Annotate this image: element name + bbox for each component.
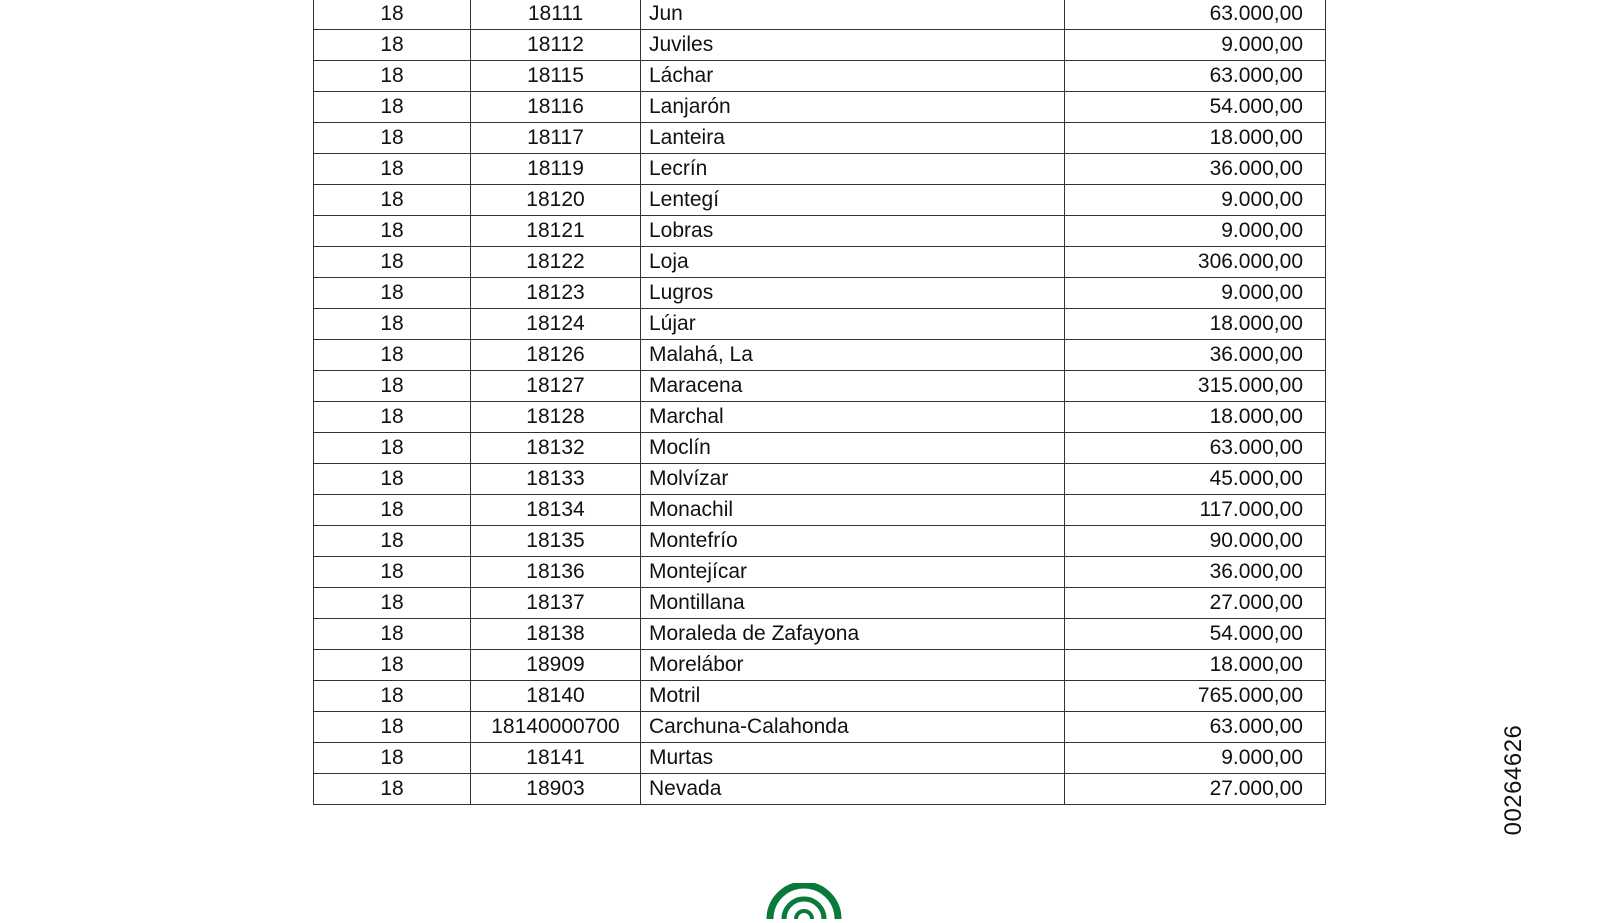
amount-cell: 36.000,00 (1065, 154, 1326, 185)
municipality-cell: Lújar (641, 309, 1065, 340)
municipality-cell: Lanjarón (641, 92, 1065, 123)
code-cell: 18132 (471, 433, 641, 464)
amount-cell: 315.000,00 (1065, 371, 1326, 402)
municipality-cell: Loja (641, 247, 1065, 278)
code-cell: 18115 (471, 61, 641, 92)
amount-cell: 54.000,00 (1065, 619, 1326, 650)
municipality-cell: Motril (641, 681, 1065, 712)
table-row (314, 154, 1326, 185)
province-cell: 18 (314, 154, 471, 185)
amount-cell: 9.000,00 (1065, 743, 1326, 774)
municipality-cell: Lecrín (641, 154, 1065, 185)
amount-cell: 45.000,00 (1065, 464, 1326, 495)
table-row (314, 216, 1326, 247)
amount-cell: 765.000,00 (1065, 681, 1326, 712)
table-row (314, 309, 1326, 340)
municipality-cell: Morelábor (641, 650, 1065, 681)
code-cell: 18120 (471, 185, 641, 216)
table-row (314, 526, 1326, 557)
municipality-cell: Carchuna-Calahonda (641, 712, 1065, 743)
amount-cell: 27.000,00 (1065, 588, 1326, 619)
table-row (314, 30, 1326, 61)
amount-cell: 54.000,00 (1065, 92, 1326, 123)
table-row (314, 247, 1326, 278)
code-cell: 18116 (471, 92, 641, 123)
amount-cell: 117.000,00 (1065, 495, 1326, 526)
amount-cell: 63.000,00 (1065, 712, 1326, 743)
code-cell: 18909 (471, 650, 641, 681)
province-cell: 18 (314, 340, 471, 371)
code-cell: 18122 (471, 247, 641, 278)
municipality-cell: Nevada (641, 774, 1065, 805)
municipality-cell: Montillana (641, 588, 1065, 619)
table-row (314, 588, 1326, 619)
table-row (314, 650, 1326, 681)
municipality-cell: Malahá, La (641, 340, 1065, 371)
table-row (314, 557, 1326, 588)
amount-cell: 63.000,00 (1065, 433, 1326, 464)
province-cell: 18 (314, 30, 471, 61)
table-row (314, 278, 1326, 309)
province-cell: 18 (314, 371, 471, 402)
province-cell: 18 (314, 526, 471, 557)
province-cell: 18 (314, 557, 471, 588)
province-cell: 18 (314, 61, 471, 92)
province-cell: 18 (314, 278, 471, 309)
municipality-cell: Juviles (641, 30, 1065, 61)
code-cell: 18133 (471, 464, 641, 495)
amount-cell: 18.000,00 (1065, 123, 1326, 154)
code-cell: 18119 (471, 154, 641, 185)
municipality-cell: Montefrío (641, 526, 1065, 557)
table-row (314, 340, 1326, 371)
amount-cell: 18.000,00 (1065, 309, 1326, 340)
table-row (314, 681, 1326, 712)
table-body (314, 0, 1326, 805)
amount-cell: 90.000,00 (1065, 526, 1326, 557)
province-cell: 18 (314, 185, 471, 216)
province-cell: 18 (314, 774, 471, 805)
junta-andalucia-emblem-icon (766, 883, 842, 923)
amount-cell: 306.000,00 (1065, 247, 1326, 278)
code-cell: 18137 (471, 588, 641, 619)
amount-cell: 9.000,00 (1065, 185, 1326, 216)
municipality-cell: Lugros (641, 278, 1065, 309)
table-row (314, 712, 1326, 743)
code-cell: 18123 (471, 278, 641, 309)
province-cell: 18 (314, 681, 471, 712)
table-row (314, 464, 1326, 495)
table-row (314, 371, 1326, 402)
code-cell: 18140000700 (471, 712, 641, 743)
amount-cell: 9.000,00 (1065, 278, 1326, 309)
municipality-cell: Marchal (641, 402, 1065, 433)
amount-cell: 18.000,00 (1065, 402, 1326, 433)
municipality-cell: Lobras (641, 216, 1065, 247)
code-cell: 18126 (471, 340, 641, 371)
table-row (314, 185, 1326, 216)
code-cell: 18112 (471, 30, 641, 61)
amount-cell: 27.000,00 (1065, 774, 1326, 805)
municipality-cell: Láchar (641, 61, 1065, 92)
municipality-cell: Lanteira (641, 123, 1065, 154)
province-cell: 18 (314, 619, 471, 650)
municipality-cell: Molvízar (641, 464, 1065, 495)
amount-cell: 36.000,00 (1065, 557, 1326, 588)
code-cell: 18117 (471, 123, 641, 154)
province-cell: 18 (314, 216, 471, 247)
municipality-cell: Jun (641, 0, 1065, 30)
code-cell: 18140 (471, 681, 641, 712)
table-row (314, 92, 1326, 123)
province-cell: 18 (314, 433, 471, 464)
municipality-cell: Maracena (641, 371, 1065, 402)
table-row (314, 433, 1326, 464)
province-cell: 18 (314, 92, 471, 123)
code-cell: 18124 (471, 309, 641, 340)
code-cell: 18135 (471, 526, 641, 557)
amount-cell: 9.000,00 (1065, 30, 1326, 61)
province-cell: 18 (314, 402, 471, 433)
province-cell: 18 (314, 247, 471, 278)
code-cell: 18903 (471, 774, 641, 805)
municipality-cell: Monachil (641, 495, 1065, 526)
table-row (314, 402, 1326, 433)
code-cell: 18121 (471, 216, 641, 247)
table-row (314, 495, 1326, 526)
table-row (314, 0, 1326, 30)
amount-cell: 63.000,00 (1065, 61, 1326, 92)
province-cell: 18 (314, 123, 471, 154)
municipality-amount-table (313, 0, 1326, 805)
province-cell: 18 (314, 0, 471, 30)
municipality-cell: Moclín (641, 433, 1065, 464)
code-cell: 18138 (471, 619, 641, 650)
municipality-cell: Lentegí (641, 185, 1065, 216)
amount-cell: 9.000,00 (1065, 216, 1326, 247)
code-cell: 18141 (471, 743, 641, 774)
code-cell: 18136 (471, 557, 641, 588)
table-row (314, 743, 1326, 774)
province-cell: 18 (314, 743, 471, 774)
code-cell: 18134 (471, 495, 641, 526)
municipality-cell: Moraleda de Zafayona (641, 619, 1065, 650)
province-cell: 18 (314, 495, 471, 526)
table-row (314, 774, 1326, 805)
code-cell: 18127 (471, 371, 641, 402)
code-cell: 18111 (471, 0, 641, 30)
table-row (314, 61, 1326, 92)
amount-cell: 63.000,00 (1065, 0, 1326, 30)
municipality-cell: Montejícar (641, 557, 1065, 588)
document-id: 00264626 (1500, 724, 1527, 836)
province-cell: 18 (314, 309, 471, 340)
province-cell: 18 (314, 712, 471, 743)
province-cell: 18 (314, 650, 471, 681)
province-cell: 18 (314, 588, 471, 619)
amount-cell: 36.000,00 (1065, 340, 1326, 371)
amount-cell: 18.000,00 (1065, 650, 1326, 681)
table-row (314, 619, 1326, 650)
municipality-cell: Murtas (641, 743, 1065, 774)
table-row (314, 123, 1326, 154)
province-cell: 18 (314, 464, 471, 495)
code-cell: 18128 (471, 402, 641, 433)
